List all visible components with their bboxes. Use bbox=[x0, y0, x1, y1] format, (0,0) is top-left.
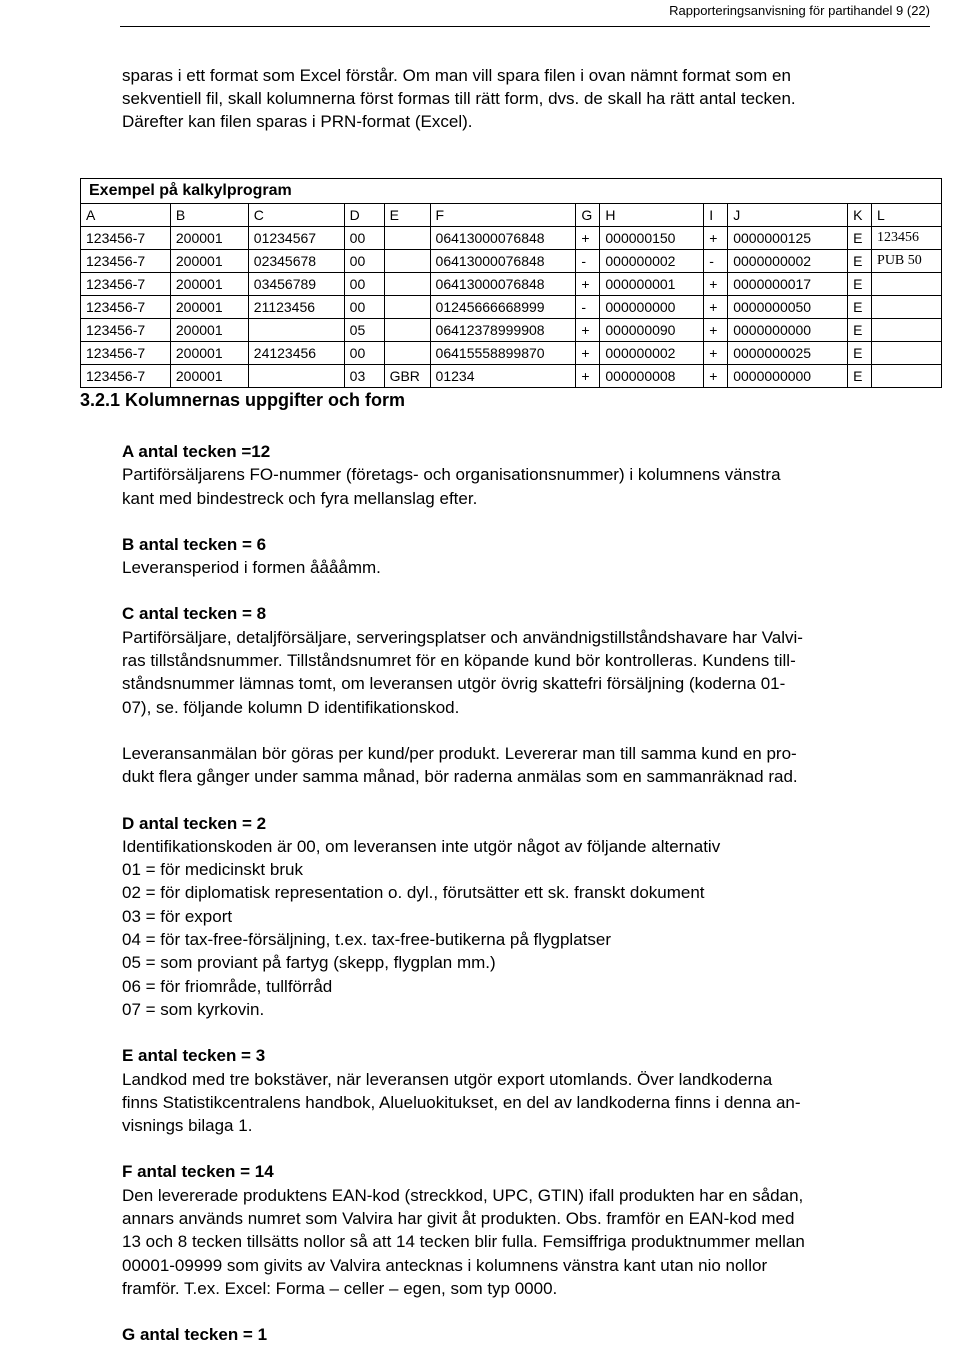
table-cell: 0000000000 bbox=[728, 319, 848, 342]
column-description-block bbox=[122, 602, 942, 718]
table-cell: E bbox=[848, 319, 872, 342]
table-cell: 123456-7 bbox=[81, 273, 171, 296]
table-cell: 00 bbox=[344, 250, 384, 273]
block-line: Partiförsäljare, detaljförsäljare, serveringsplatser och användnigstillståndshavare har Valvi- bbox=[122, 627, 803, 647]
table-row bbox=[81, 227, 942, 250]
table-cell: 123456-7 bbox=[81, 365, 171, 388]
table-cell: 21123456 bbox=[248, 296, 344, 319]
table-cell: 02345678 bbox=[248, 250, 344, 273]
column-header: E bbox=[384, 204, 430, 227]
column-description-block bbox=[122, 1323, 942, 1346]
table-cell: 06413000076848 bbox=[430, 227, 576, 250]
column-header: G bbox=[576, 204, 600, 227]
table-cell: - bbox=[576, 296, 600, 319]
block-line: dukt flera gånger under samma månad, bör raderna anmälas som en sammanräknad rad. bbox=[122, 767, 798, 787]
table-row bbox=[81, 273, 942, 296]
block-heading: G antal tecken = 1 bbox=[122, 1325, 268, 1345]
table-row bbox=[81, 365, 942, 388]
table-cell: 03456789 bbox=[248, 273, 344, 296]
table-cell: 200001 bbox=[170, 319, 248, 342]
block-line: Leveransperiod i formen ååååmm. bbox=[122, 558, 381, 578]
table-cell: 200001 bbox=[170, 342, 248, 365]
column-descriptions bbox=[122, 440, 942, 1370]
table-cell bbox=[384, 296, 430, 319]
table-cell: - bbox=[576, 250, 600, 273]
column-description-block bbox=[122, 1044, 942, 1137]
column-header: F bbox=[430, 204, 576, 227]
table-cell: 200001 bbox=[170, 250, 248, 273]
table-cell: 200001 bbox=[170, 273, 248, 296]
table-cell: + bbox=[576, 227, 600, 250]
table-cell bbox=[384, 273, 430, 296]
table-cell bbox=[384, 250, 430, 273]
table-cell bbox=[384, 319, 430, 342]
table-cell: 24123456 bbox=[248, 342, 344, 365]
column-header: A bbox=[81, 204, 171, 227]
table-cell: 123456-7 bbox=[81, 342, 171, 365]
block-heading: E antal tecken = 3 bbox=[122, 1046, 266, 1066]
block-line: 13 och 8 tecken tillsätts nollor så att 14 tecken blir fulla. Femsiffriga produktnummer mellan bbox=[122, 1232, 805, 1252]
block-line: framför. T.ex. Excel: Forma – celler – egen, som typ 0000. bbox=[122, 1278, 558, 1298]
table-cell bbox=[248, 365, 344, 388]
table-cell: 200001 bbox=[170, 365, 248, 388]
block-heading: C antal tecken = 8 bbox=[122, 604, 267, 624]
table-cell bbox=[872, 342, 942, 365]
block-heading: B antal tecken = 6 bbox=[122, 534, 267, 554]
intro-line: sparas i ett format som Excel förstår. Om man vill spara filen i ovan nämnt format som en bbox=[122, 66, 791, 85]
table-cell: 123456 bbox=[872, 227, 942, 250]
table-cell bbox=[872, 296, 942, 319]
block-line: kant med bindestreck och fyra mellanslag efter. bbox=[122, 488, 478, 508]
table-cell: 0000000050 bbox=[728, 296, 848, 319]
table-cell: 000000000 bbox=[600, 296, 704, 319]
block-line: 05 = som proviant på fartyg (skepp, flygplan mm.) bbox=[122, 953, 496, 973]
block-heading: F antal tecken = 14 bbox=[122, 1162, 274, 1182]
table-header-row bbox=[81, 204, 942, 227]
table-cell: 123456-7 bbox=[81, 296, 171, 319]
block-line: finns Statistikcentralens handbok, Alueluokitukset, en del av landkoderna finns i denna an- bbox=[122, 1092, 801, 1112]
block-line: 01 = för medicinskt bruk bbox=[122, 860, 303, 880]
column-description-block bbox=[122, 812, 942, 1022]
table-cell: 01234567 bbox=[248, 227, 344, 250]
block-line: Landkod med tre bokstäver, när leveransen utgör export utomlands. Över landkoderna bbox=[122, 1069, 773, 1089]
table-cell: 0000000017 bbox=[728, 273, 848, 296]
table-cell: 00 bbox=[344, 273, 384, 296]
table-cell: + bbox=[576, 319, 600, 342]
column-description-block bbox=[122, 1160, 942, 1300]
example-spreadsheet-table bbox=[80, 178, 942, 388]
column-header: C bbox=[248, 204, 344, 227]
column-description-block bbox=[122, 742, 942, 789]
table-cell: 123456-7 bbox=[81, 319, 171, 342]
table-cell: + bbox=[704, 365, 728, 388]
table-cell: + bbox=[576, 365, 600, 388]
block-line: 03 = för export bbox=[122, 906, 233, 926]
table-cell: + bbox=[704, 227, 728, 250]
table-cell: 123456-7 bbox=[81, 227, 171, 250]
table-cell: + bbox=[704, 273, 728, 296]
intro-paragraph bbox=[122, 64, 922, 133]
table-title: Exempel på kalkylprogram bbox=[81, 179, 942, 204]
table-cell: 03 bbox=[344, 365, 384, 388]
column-header: J bbox=[728, 204, 848, 227]
table-cell: 200001 bbox=[170, 227, 248, 250]
table-cell bbox=[872, 273, 942, 296]
table-cell: E bbox=[848, 365, 872, 388]
table-cell: + bbox=[576, 342, 600, 365]
table-cell: E bbox=[848, 250, 872, 273]
table-cell bbox=[248, 319, 344, 342]
column-header: H bbox=[600, 204, 704, 227]
column-header: B bbox=[170, 204, 248, 227]
block-line: Partiförsäljarens FO-nummer (företags- och organisationsnummer) i kolumnens vänstra bbox=[122, 465, 781, 485]
column-header: I bbox=[704, 204, 728, 227]
table-cell bbox=[384, 227, 430, 250]
column-header: D bbox=[344, 204, 384, 227]
table-cell: 00 bbox=[344, 296, 384, 319]
table-cell: 01234 bbox=[430, 365, 576, 388]
column-header: K bbox=[848, 204, 872, 227]
block-line: Den levererade produktens EAN-kod (streckkod, UPC, GTIN) ifall produkten har en sådan, bbox=[122, 1185, 804, 1205]
block-line: 00001-09999 som givits av Valvira antecknas i kolumnens vänstra kant utan nio nollor bbox=[122, 1255, 768, 1275]
table-row bbox=[81, 319, 942, 342]
table-cell: + bbox=[576, 273, 600, 296]
table-cell: E bbox=[848, 227, 872, 250]
table-cell: 000000002 bbox=[600, 342, 704, 365]
table-cell: - bbox=[704, 250, 728, 273]
table-cell: 000000090 bbox=[600, 319, 704, 342]
table-row bbox=[81, 296, 942, 319]
block-line: annars används numret som Valvira har givit åt produkten. Obs. framför en EAN-kod med bbox=[122, 1209, 795, 1229]
block-line: 04 = för tax-free-försäljning, t.ex. tax-free-butikerna på flygplatser bbox=[122, 930, 611, 950]
table-cell: 000000002 bbox=[600, 250, 704, 273]
table-cell: E bbox=[848, 342, 872, 365]
table-cell: 000000001 bbox=[600, 273, 704, 296]
table-cell: 000000008 bbox=[600, 365, 704, 388]
block-heading: A antal tecken =12 bbox=[122, 442, 271, 461]
block-heading: D antal tecken = 2 bbox=[122, 813, 267, 833]
block-line: 07), se. följande kolumn D identifikationskod. bbox=[122, 697, 460, 717]
table-cell: GBR bbox=[384, 365, 430, 388]
section-heading: 3.2.1 Kolumnernas uppgifter och form bbox=[80, 390, 406, 410]
block-line: 06 = för friområde, tullförråd bbox=[122, 976, 333, 996]
table-cell: 0000000025 bbox=[728, 342, 848, 365]
table-cell bbox=[872, 365, 942, 388]
block-line: 07 = som kyrkovin. bbox=[122, 999, 265, 1019]
table-row bbox=[81, 342, 942, 365]
table-cell: + bbox=[704, 342, 728, 365]
table-cell: 000000150 bbox=[600, 227, 704, 250]
table-cell: 01245666668999 bbox=[430, 296, 576, 319]
table-cell: 06413000076848 bbox=[430, 273, 576, 296]
table-cell: 06415558899870 bbox=[430, 342, 576, 365]
block-line: ras tillståndsnummer. Tillståndsnumret för en köpande kund bör kontrolleras. Kundens till- bbox=[122, 651, 796, 671]
table-cell: 06412378999908 bbox=[430, 319, 576, 342]
table-row bbox=[81, 250, 942, 273]
table-cell bbox=[384, 342, 430, 365]
table-cell: 0000000000 bbox=[728, 365, 848, 388]
table-cell: 123456-7 bbox=[81, 250, 171, 273]
block-line: visnings bilaga 1. bbox=[122, 1116, 253, 1136]
table-cell: 200001 bbox=[170, 296, 248, 319]
table-cell: 00 bbox=[344, 227, 384, 250]
table-cell: 0000000125 bbox=[728, 227, 848, 250]
table-cell: E bbox=[848, 273, 872, 296]
column-header: L bbox=[872, 204, 942, 227]
block-line: Identifikationskoden är 00, om leveransen inte utgör något av följande alternativ bbox=[122, 836, 721, 856]
table-cell: 06413000076848 bbox=[430, 250, 576, 273]
block-line: 02 = för diplomatisk representation o. dyl., förutsätter ett sk. franskt dokument bbox=[122, 883, 705, 903]
block-line: Leveransanmälan bör göras per kund/per produkt. Levererar man till samma kund en pro- bbox=[122, 743, 797, 763]
table-cell: 05 bbox=[344, 319, 384, 342]
table-cell bbox=[872, 319, 942, 342]
page-header: Rapporteringsanvisning för partihandel 9 (22) bbox=[120, 2, 930, 27]
table-cell: + bbox=[704, 296, 728, 319]
intro-line: sekventiell fil, skall kolumnerna först formas till rätt form, dvs. de skall ha rätt antal tecken. bbox=[122, 89, 796, 108]
column-description-block bbox=[122, 533, 942, 580]
block-line: ståndsnummer lämnas tomt, om leveransen utgör övrig skattefri försäljning (koderna 01- bbox=[122, 674, 786, 694]
table-cell: 00 bbox=[344, 342, 384, 365]
table-cell: PUB 50 bbox=[872, 250, 942, 273]
table-cell: + bbox=[704, 319, 728, 342]
intro-line: Därefter kan filen sparas i PRN-format (Excel). bbox=[122, 112, 473, 131]
table-title-row bbox=[81, 179, 942, 204]
table-cell: E bbox=[848, 296, 872, 319]
column-description-block bbox=[122, 440, 942, 510]
table-cell: 0000000002 bbox=[728, 250, 848, 273]
